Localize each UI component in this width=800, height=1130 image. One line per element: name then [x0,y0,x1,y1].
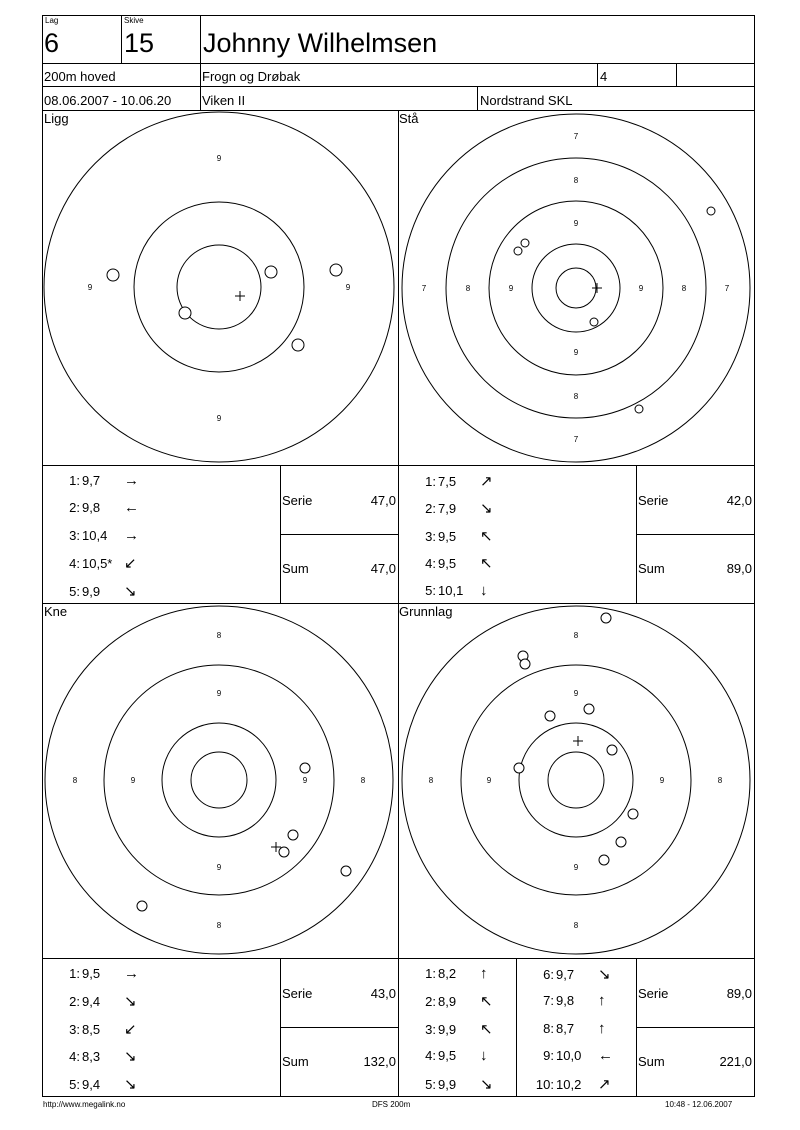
skive-value: 15 [124,28,155,58]
shot-row [398,527,493,545]
ring-label: 8 [681,284,687,293]
lag-value: 6 [44,28,60,58]
shot-number: 1: [425,966,436,981]
shot-number: 5: [69,583,80,599]
section-label-kne: Kne [44,604,68,619]
ring-label: 8 [428,776,434,785]
target-ring-4 [191,752,247,808]
shot-hole [265,266,277,278]
shot-value: 9,8 [82,500,101,516]
serie-label-sta: Serie [638,493,669,508]
footer-url: http://www.megalink.no [43,1100,126,1109]
ring-label: 9 [216,154,222,163]
shot-number: 1: [69,966,80,981]
shot-value: 7,5 [438,474,457,489]
shot-hole [707,207,715,215]
target-ring-3 [519,723,633,837]
footer-center: DFS 200m [372,1100,411,1109]
target-grunnlag [402,606,750,954]
shot-hole [292,339,304,351]
target-ring-1 [402,606,750,954]
shot-row [398,1047,488,1064]
shot-number: 4: [69,556,80,572]
sum-value-sta: 89,0 [726,561,752,576]
target-ring-2 [446,158,706,418]
target-ring-5 [556,268,596,308]
shot-value: 9,9 [438,1076,457,1092]
target-ring-2 [104,665,334,895]
serie-value-ligg: 47,0 [370,493,396,508]
shot-number: 3: [425,528,436,544]
shot-row [516,1020,606,1037]
class-name: 200m hoved [44,69,116,84]
shot-number: 2: [425,994,436,1010]
shot-hole [545,711,555,721]
serie-value-sta: 42,0 [726,493,752,508]
shot-number: 3: [69,1021,80,1037]
shot-value: 9,4 [82,1076,101,1092]
shot-hole [179,307,191,319]
sum-label-sta: Sum [638,561,665,576]
shot-row [516,1047,613,1064]
shot-row [42,527,139,544]
ring-label: 8 [72,776,78,785]
sum-label-ligg: Sum [282,561,309,576]
serie-value-kne: 43,0 [370,986,396,1001]
ring-label: 9 [573,689,579,698]
center-cross-marker [592,283,602,293]
shot-number: 7: [543,993,554,1009]
sum-label-kne: Sum [282,1054,309,1069]
target-ring-1 [44,112,394,462]
shot-direction-arrow-icon: → [124,526,139,544]
shot-hole [514,247,522,255]
shot-value: 9,5 [438,1048,457,1064]
shot-value: 9,7 [556,967,575,982]
center-cross-marker [235,291,245,301]
event-dates: 08.06.2007 - 10.06.20 [44,93,172,108]
shot-hole [330,264,342,276]
shot-hole [590,318,598,326]
shot-direction-arrow-icon: ↘ [480,1075,493,1093]
shot-hole [521,239,529,247]
shot-value: 9,9 [438,1021,457,1037]
shot-number: 9: [543,1048,554,1064]
target-sta [402,114,750,462]
shot-number: 2: [69,500,80,516]
shot-number: 4: [69,1049,80,1065]
shot-number: 1: [425,474,436,489]
shot-direction-arrow-icon: ↙ [124,1020,137,1038]
shot-number: 2: [425,501,436,517]
shot-direction-arrow-icon: ↘ [124,1075,137,1093]
shot-value: 9,9 [82,583,101,599]
ring-label: 8 [717,776,723,785]
shot-hole [616,837,626,847]
shot-hole [279,847,289,857]
club-name: Frogn og Drøbak [202,69,301,84]
ring-label: 7 [573,435,579,444]
ring-label: 8 [573,392,579,401]
shot-direction-arrow-icon: ← [124,499,139,517]
shot-row [398,499,493,517]
shot-value: 8,2 [438,966,457,981]
shot-value: 10,4 [82,527,108,543]
shot-direction-arrow-icon: ↘ [124,1048,137,1066]
shot-direction-arrow-icon: ↘ [124,582,137,600]
shot-direction-arrow-icon: ↖ [480,527,493,545]
shot-direction-arrow-icon: ↙ [124,555,137,573]
shot-number: 4: [425,556,436,572]
shot-direction-arrow-icon: ↘ [598,966,611,983]
ring-label: 9 [508,284,514,293]
ring-label: 9 [216,689,222,698]
shot-number: 1: [69,473,80,488]
shot-value: 10,0 [556,1048,582,1064]
ring-label: 8 [360,776,366,785]
shot-row [42,965,139,982]
shot-number: 5: [425,1076,436,1092]
shot-direction-arrow-icon: ↖ [480,993,493,1011]
shot-number: 10: [535,1076,554,1092]
shot-direction-arrow-icon: ← [598,1047,613,1065]
ring-label: 8 [573,921,579,930]
target-ring-2 [134,202,304,372]
skive-label: Skive [124,16,144,25]
ring-label: 9 [573,348,579,357]
shot-number: 3: [69,527,80,543]
shot-direction-arrow-icon: ↑ [598,992,606,1010]
ring-label: 8 [216,631,222,640]
shot-row [398,472,493,490]
ring-label: 9 [573,863,579,872]
shot-number: 5: [69,1076,80,1092]
shot-row [42,582,137,600]
class-number: 4 [600,69,608,84]
shot-number: 2: [69,994,80,1010]
sum-value-ligg: 47,0 [370,561,396,576]
shot-row [398,554,493,572]
serie-label-ligg: Serie [282,493,313,508]
shot-value: 8,3 [82,1049,101,1065]
shot-hole [599,855,609,865]
shot-direction-arrow-icon: ↑ [480,965,488,982]
shot-direction-arrow-icon: ↗ [480,473,493,490]
shot-hole [300,763,310,773]
footer-timestamp: 10:48 - 12.06.2007 [665,1100,733,1109]
shot-row [42,472,139,489]
shot-direction-arrow-icon: ↖ [480,555,493,573]
target-ring-1 [402,114,750,462]
shot-row [398,1075,493,1093]
target-ring-3 [162,723,276,837]
shot-row [42,499,139,516]
target-ring-4 [548,752,604,808]
shot-direction-arrow-icon: → [124,472,139,489]
shot-hole [601,613,611,623]
ring-label: 9 [345,283,351,292]
ring-label: 7 [421,284,427,293]
section-label-grunnlag: Grunnlag [399,604,453,619]
shooter-name: Johnny Wilhelmsen [203,28,438,58]
ring-label: 8 [573,631,579,640]
sum-label-grunnlag: Sum [638,1054,665,1069]
shot-direction-arrow-icon: ↖ [480,1020,493,1038]
shot-direction-arrow-icon: ↘ [124,993,137,1011]
shot-row [398,965,488,982]
event-name: Viken II [202,93,246,108]
shot-value: 9,5 [82,966,101,981]
shot-number: 6: [543,967,554,982]
shot-value: 10,1 [438,582,464,598]
shot-direction-arrow-icon: ↓ [480,1047,488,1065]
shot-direction-arrow-icon: ↑ [598,1019,606,1037]
shot-value: 9,5 [438,556,457,572]
shot-row [42,992,137,1010]
shot-hole [514,763,524,773]
shot-row [398,582,488,599]
ring-label: 9 [130,776,136,785]
shot-value: 8,5 [82,1021,101,1037]
shot-value: 10,2 [556,1076,582,1092]
shot-row [516,992,606,1009]
section-label-ligg: Ligg [44,111,69,126]
shot-hole [635,405,643,413]
shot-hole [584,704,594,714]
shot-value: 9,8 [556,993,575,1009]
ring-label: 9 [659,776,665,785]
shot-number: 4: [425,1048,436,1064]
target-ring-4 [532,244,620,332]
ring-label: 8 [216,921,222,930]
section-label-sta: Stå [399,111,419,126]
shot-direction-arrow-icon: ↘ [480,500,493,518]
shot-hole [137,901,147,911]
ring-label: 9 [302,776,308,785]
shot-value: 7,9 [438,501,457,517]
sum-value-kne: 132,0 [363,1054,396,1069]
shot-row [398,1020,493,1038]
shot-value: 9,4 [82,994,101,1010]
target-ligg [44,112,394,462]
shot-row [516,965,611,983]
shot-value: 8,9 [438,994,457,1010]
shot-hole [341,866,351,876]
center-cross-marker [573,736,583,746]
ring-label: 9 [216,863,222,872]
ring-label: 9 [87,283,93,292]
shot-row [42,1020,137,1038]
target-ring-2 [461,665,691,895]
shot-row [516,1075,611,1093]
sum-value-grunnlag: 221,0 [719,1054,752,1069]
target-ring-1 [45,606,393,954]
ring-label: 7 [573,132,579,141]
ring-label: 7 [724,284,730,293]
shot-hole [107,269,119,281]
ring-label: 8 [465,284,471,293]
shot-value: 9,5 [438,528,457,544]
shot-value: 9,7 [82,473,101,488]
shot-row [42,554,137,572]
shot-hole [607,745,617,755]
serie-label-grunnlag: Serie [638,986,669,1001]
shot-row [42,1075,137,1093]
shot-hole [628,809,638,819]
shot-number: 3: [425,1021,436,1037]
shot-hole [520,659,530,669]
shot-number: 5: [425,582,436,598]
shot-direction-arrow-icon: ↓ [480,581,488,599]
organizer-name: Nordstrand SKL [480,93,573,108]
ring-label: 9 [638,284,644,293]
ring-label: 9 [486,776,492,785]
ring-label: 9 [573,219,579,228]
shot-value: 10,5* [82,556,113,572]
lag-label: Lag [45,16,59,25]
shot-row [42,1047,137,1065]
ring-label: 8 [573,176,579,185]
shot-row [398,992,493,1010]
serie-label-kne: Serie [282,986,313,1001]
shot-direction-arrow-icon: → [124,965,139,982]
shot-number: 8: [543,1020,554,1036]
target-kne [45,606,393,954]
shot-value: 8,7 [556,1020,575,1036]
shot-hole [288,830,298,840]
ring-label: 9 [216,414,222,423]
serie-value-grunnlag: 89,0 [726,986,752,1001]
shot-direction-arrow-icon: ↗ [598,1075,611,1093]
